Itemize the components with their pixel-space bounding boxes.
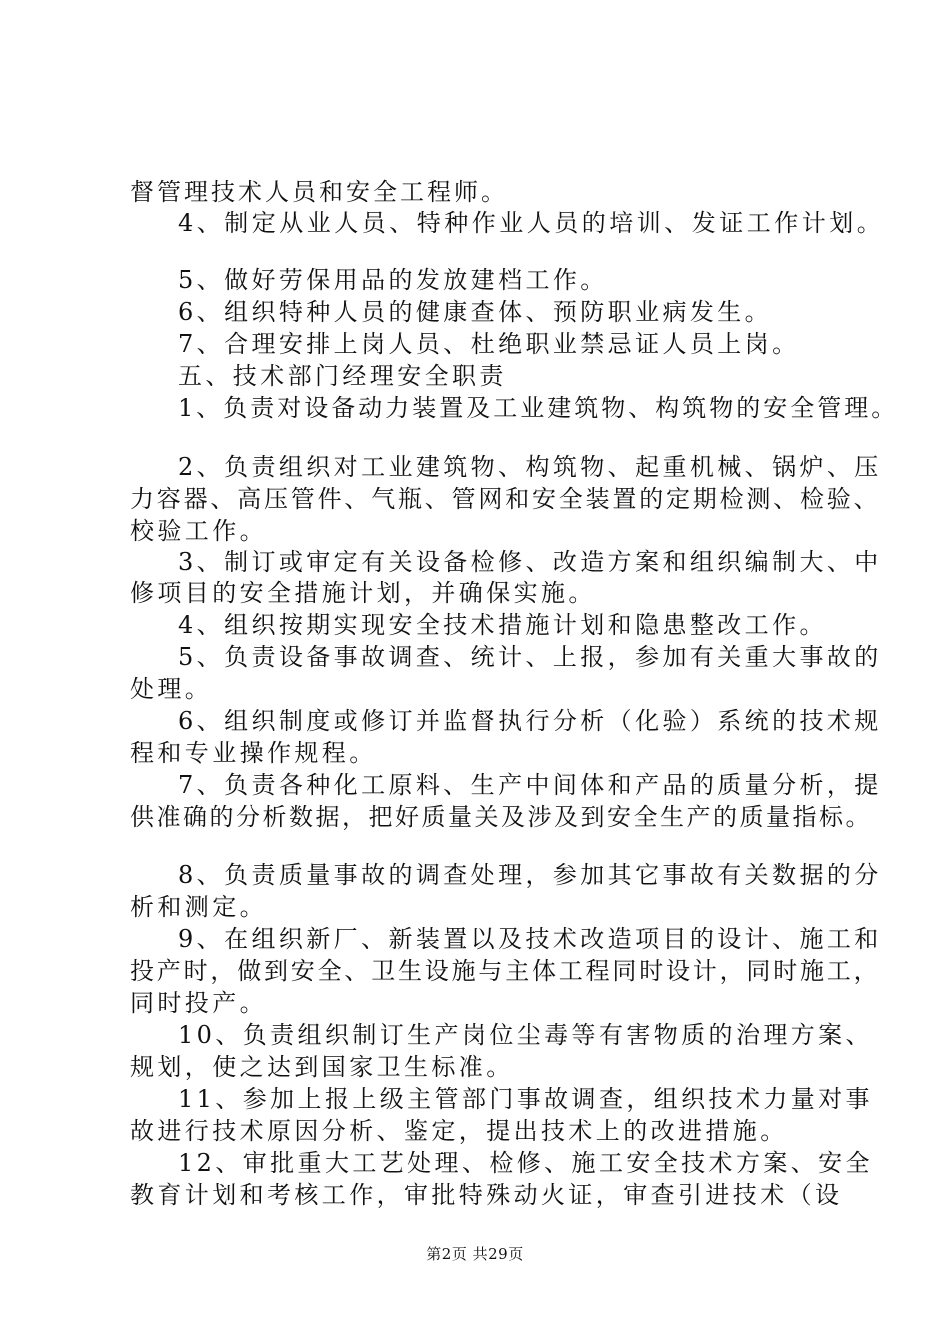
page-number-footer: 第2页 共29页 [426,1245,524,1263]
text-line: 教育计划和考核工作，审批特殊动火证，审查引进技术（设 [130,1181,843,1209]
text-line: 督管理技术人员和安全工程师。 [130,178,508,206]
text-line: 6、组织特种人员的健康查体、预防职业病发生。 [178,298,773,326]
text-line: 投产时，做到安全、卫生设施与主体工程同时设计，同时施工， [130,957,881,985]
text-line: 8、负责质量事故的调查处理，参加其它事故有关数据的分 [178,861,882,889]
text-line: 4、组织按期实现安全技术措施计划和隐患整改工作。 [178,611,827,639]
text-line: 4、制定从业人员、特种作业人员的培训、发证工作计划。 [178,209,885,237]
text-line: 5、做好劳保用品的发放建档工作。 [178,266,608,294]
text-line: 同时投产。 [130,989,267,1017]
text-line: 11、参加上报上级主管部门事故调查，组织技术力量对事 [178,1085,873,1113]
text-line: 2、负责组织对工业建筑物、构筑物、起重机械、锅炉、压 [178,453,882,481]
text-line: 9、在组织新厂、新装置以及技术改造项目的设计、施工和 [178,925,882,953]
text-line: 析和测定。 [130,893,267,921]
text-line: 力容器、高压管件、气瓶、管网和安全装置的定期检测、检验、 [130,485,881,513]
text-line: 10、负责组织制订生产岗位尘毒等有害物质的治理方案、 [178,1021,873,1049]
text-line: 处理。 [130,675,213,703]
text-line: 校验工作。 [130,517,267,545]
text-line: 供准确的分析数据，把好质量关及涉及到安全生产的质量指标。 [130,803,872,831]
section-heading: 五、技术部门经理安全职责 [178,362,507,390]
text-line: 3、制订或审定有关设备检修、改造方案和组织编制大、中 [178,548,882,576]
text-line: 规划，使之达到国家卫生标准。 [130,1053,514,1081]
text-line: 7、合理安排上岗人员、杜绝职业禁忌证人员上岗。 [178,330,800,358]
text-line: 故进行技术原因分析、鉴定，提出技术上的改进措施。 [130,1117,788,1145]
text-line: 程和专业操作规程。 [130,739,377,767]
text-line: 1、负责对设备动力装置及工业建筑物、构筑物的安全管理。 [178,394,899,422]
text-line: 修项目的安全措施计划，并确保实施。 [130,579,596,607]
text-line: 5、负责设备事故调查、统计、上报，参加有关重大事故的 [178,643,882,671]
text-line: 6、组织制度或修订并监督执行分析（化验）系统的技术规 [178,707,882,735]
text-line: 7、负责各种化工原料、生产中间体和产品的质量分析，提 [178,771,882,799]
text-line: 12、审批重大工艺处理、检修、施工安全技术方案、安全 [178,1149,873,1177]
